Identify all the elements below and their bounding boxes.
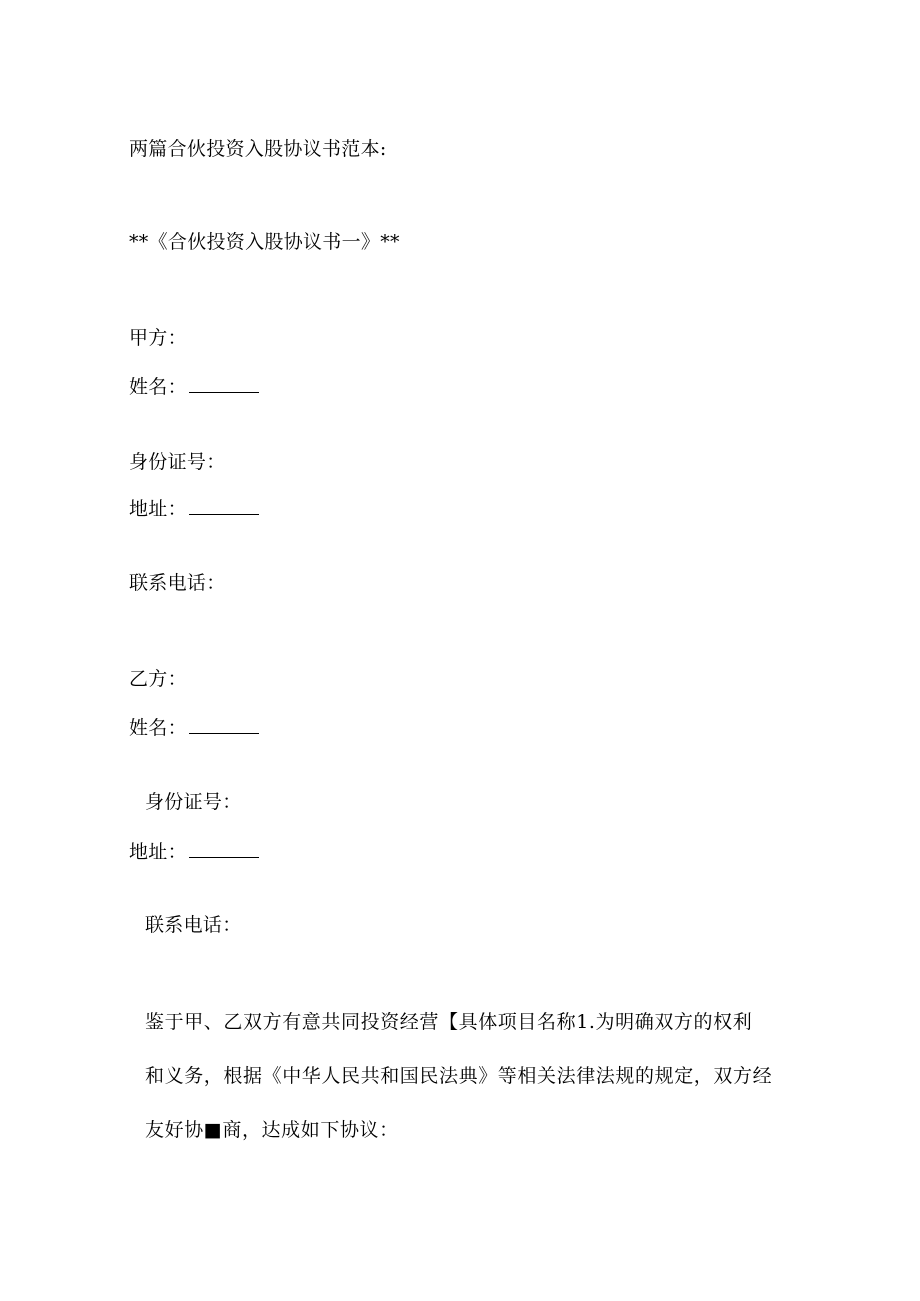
preamble-line: 和义务，根据《中华人民共和国民法典》等相关法律法规的规定，双方经 — [145, 1065, 773, 1087]
party-b-address-blank — [189, 841, 259, 858]
party-a-id-label: 身份证号： — [129, 451, 226, 473]
party-b-name-label: 姓名： — [129, 717, 187, 739]
preamble-paragraph — [145, 995, 805, 1157]
party-b-name-blank — [189, 717, 259, 734]
party-b-address-label: 地址： — [129, 841, 187, 863]
party-a-title: 甲方： — [129, 327, 187, 349]
agreement-title: **《合伙投资入股协议书一》** — [129, 231, 400, 253]
party-b-id-label: 身份证号： — [145, 791, 242, 813]
preamble-line: 友好协■商，达成如下协议： — [145, 1119, 399, 1141]
party-a-phone-label: 联系电话： — [129, 572, 226, 594]
party-a-address-label: 地址： — [129, 498, 187, 520]
party-b-title: 乙方： — [129, 668, 187, 690]
preamble-line: 鉴于甲、乙双方有意共同投资经营【具体项目名称1.为明确双方的权利 — [145, 1011, 753, 1033]
party-a-address-blank — [189, 498, 259, 515]
party-b-name-row — [129, 716, 259, 740]
document-heading: 两篇合伙投资入股协议书范本: — [129, 138, 387, 160]
party-a-name-blank — [189, 376, 259, 393]
party-a-name-label: 姓名： — [129, 376, 187, 398]
party-a-name-row — [129, 375, 259, 399]
party-b-address-row — [129, 840, 259, 864]
party-b-phone-label: 联系电话： — [145, 914, 242, 936]
party-a-address-row — [129, 497, 259, 521]
